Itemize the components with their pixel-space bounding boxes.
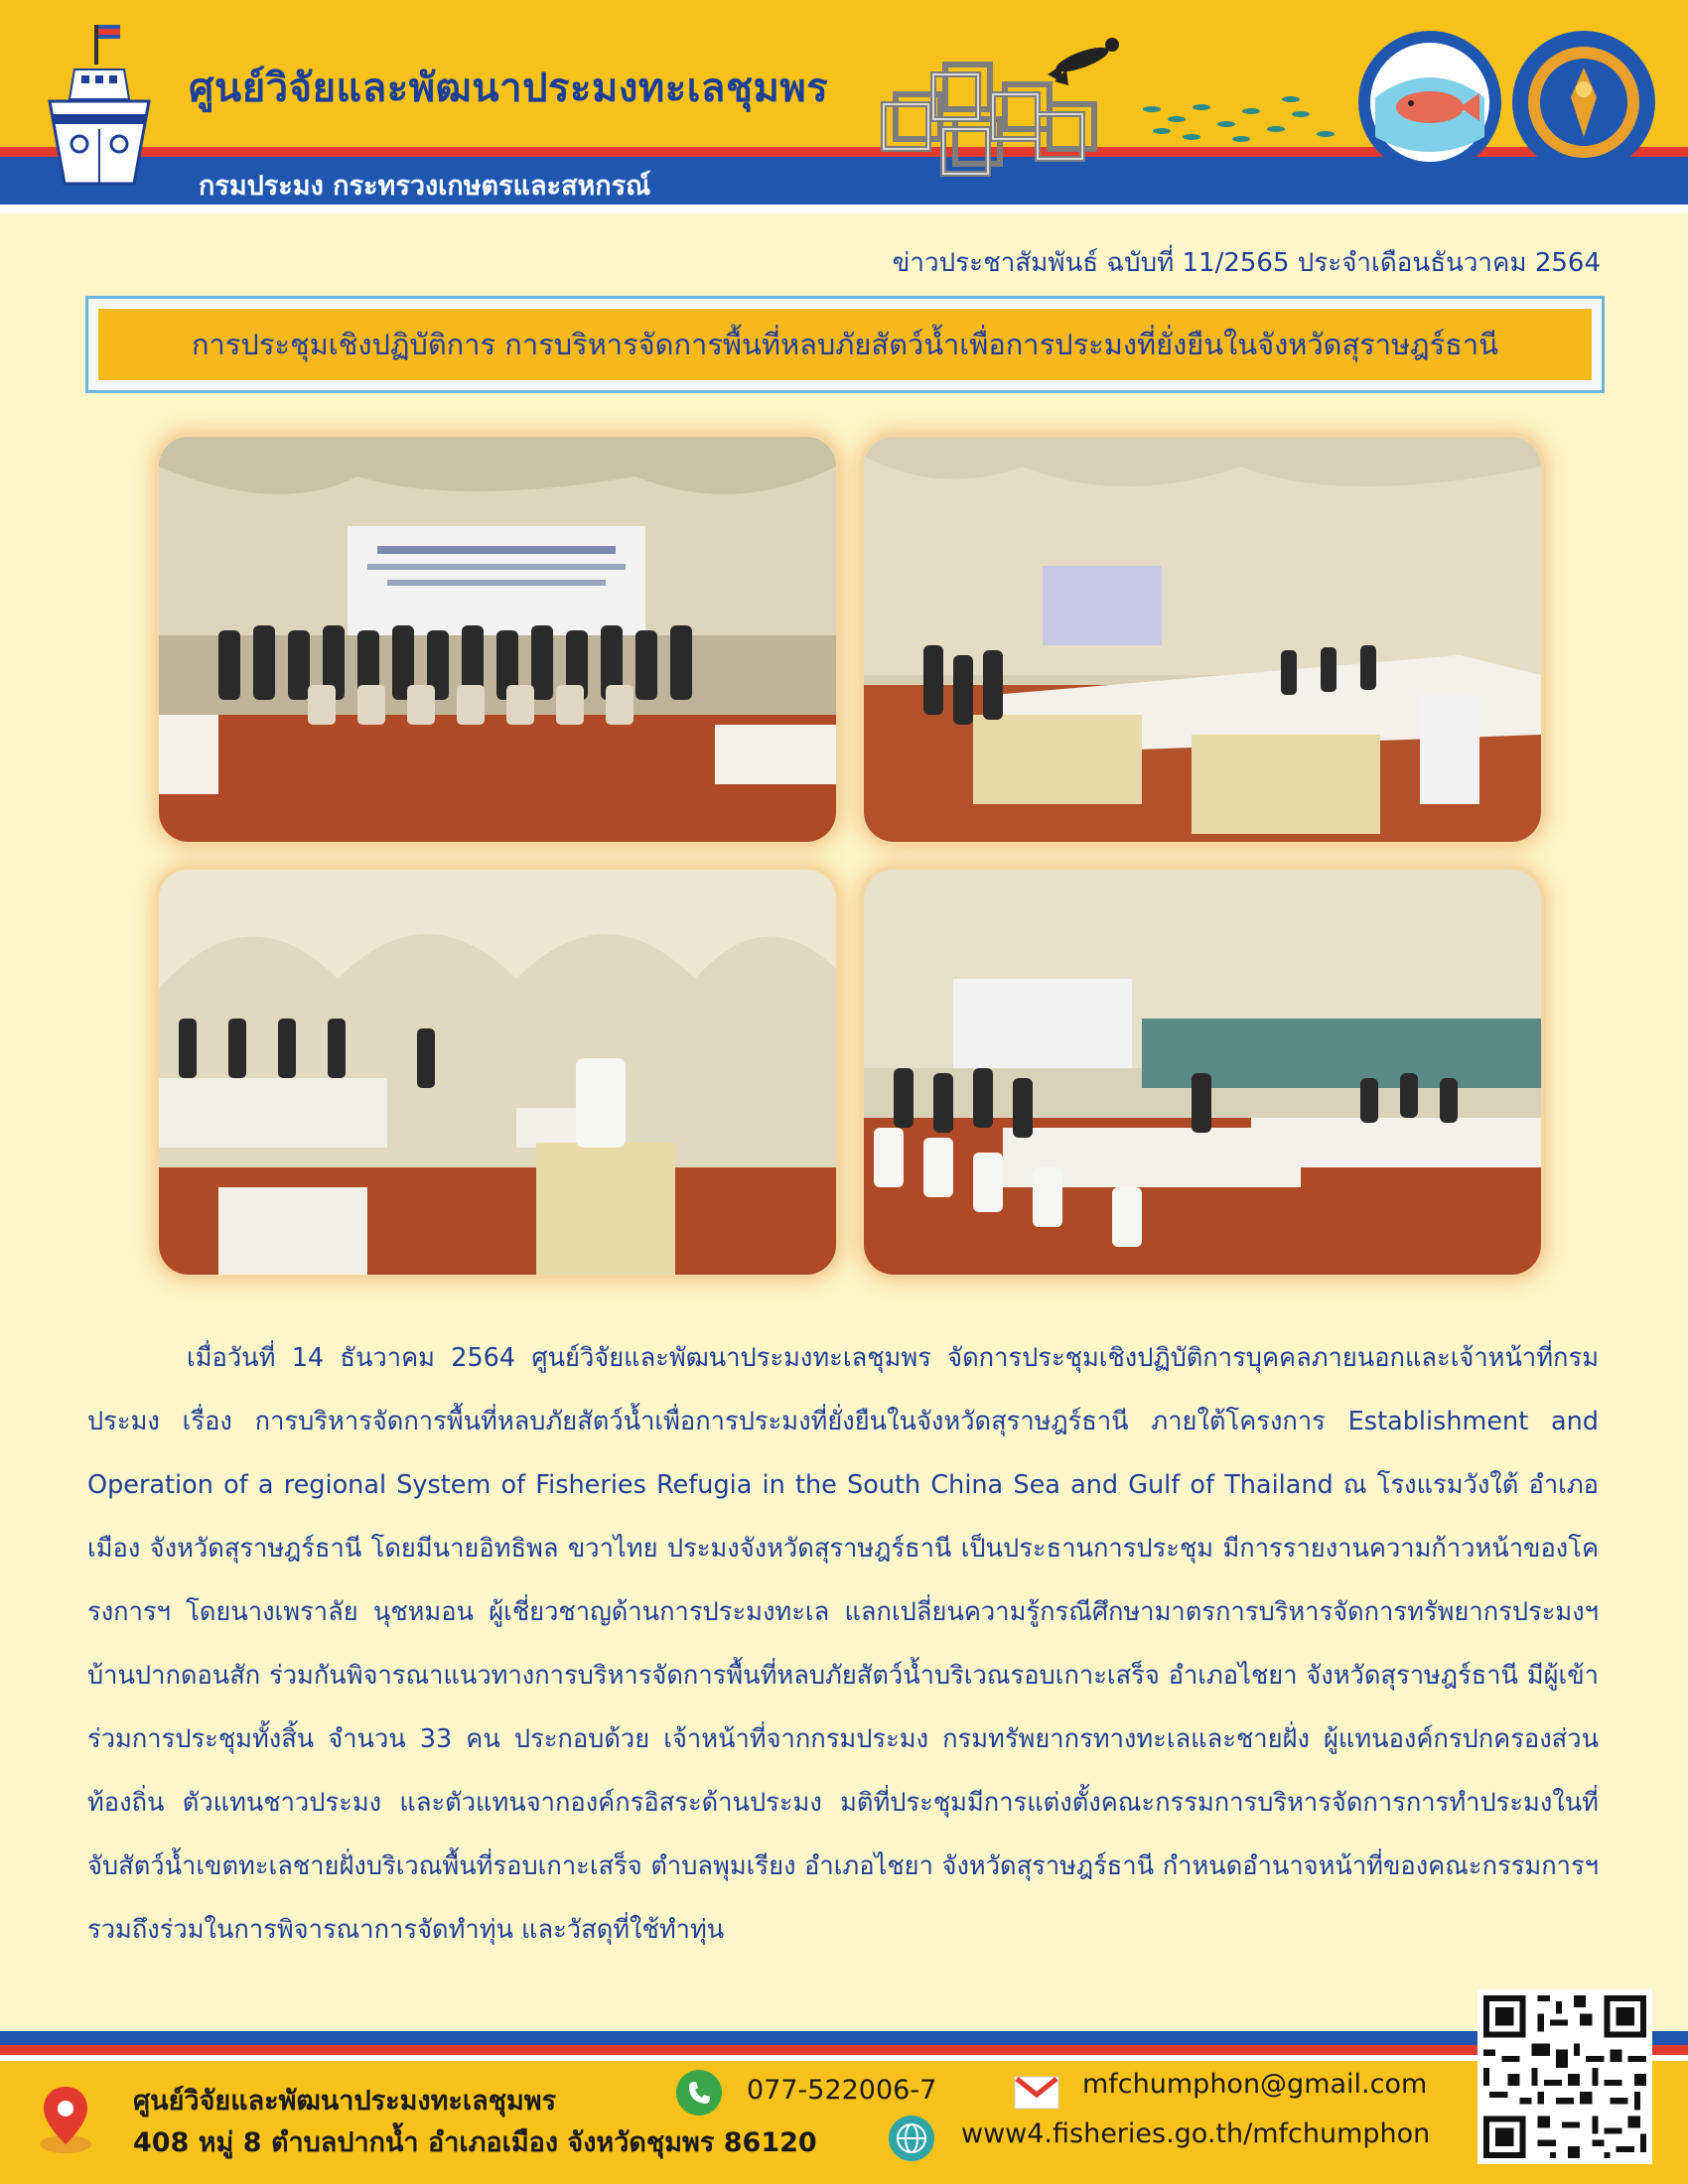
organization-title: ศูนย์วิจัยและพัฒนาประมงทะเลชุมพร <box>189 66 829 111</box>
issue-line: ข่าวประชาสัมพันธ์ ฉบับที่ 11/2565 ประจำเดือนธันวาคม 2564 <box>892 248 1601 278</box>
email-icon <box>1013 2073 1060 2113</box>
qr-code[interactable] <box>1477 1989 1652 2164</box>
department-subtitle: กรมประมง กระทรวงเกษตรและสหกรณ์ <box>199 171 651 202</box>
phone-icon <box>675 2069 723 2116</box>
headline-box <box>85 296 1605 393</box>
website-link[interactable]: www4.fisheries.go.th/mfchumphon <box>961 2118 1431 2149</box>
web-icon <box>888 2115 935 2162</box>
photo-head-table <box>159 870 836 1275</box>
headline: การประชุมเชิงปฏิบัติการ การบริหารจัดการพื้นที่หลบภัยสัตว์น้ำเพื่อการประมงที่ยั่งยืนในจังหวัดสุราษฎร์ธานี <box>192 328 1498 361</box>
headline-banner <box>98 309 1592 380</box>
photo-meeting-hall <box>864 437 1541 842</box>
footer-red-band <box>0 2045 1688 2055</box>
ship-icon <box>40 20 159 199</box>
footer-blue-band <box>0 2031 1688 2045</box>
fish-school-icon <box>1132 89 1350 149</box>
research-center-logo <box>1355 28 1504 177</box>
department-of-fisheries-logo <box>1509 28 1658 177</box>
diver-icon <box>1043 20 1142 89</box>
photo-participants <box>864 870 1541 1275</box>
phone-number[interactable]: 077-522006-7 <box>747 2075 937 2106</box>
photo-group-picture <box>159 437 836 842</box>
email-link[interactable]: mfchumphon@gmail.com <box>1082 2069 1428 2100</box>
news-body: เมื่อวันที่ 14 ธันวาคม 2564 ศูนย์วิจัยและพัฒนาประมงทะเลชุมพร จัดการประชุมเชิงปฏิบัติการบุคคลภายนอกและเจ้าหน้าที่กรมประมง เรื่อง การบริหารจัดการพื้นที่หลบภัยสัตว์น้ำเพื่อการประมงที่ยั่งยืนในจังหวัดสุราษฎร์ธานี ภายใต้โครงการ Establishment and Operation of a regional System of Fisheries Refugia in the South China Sea and Gulf of Thailand ณ โรงแรมวังใต้ อำเภอเมือง จังหวัดสุราษฎร์ธานี โดยมีนายอิทธิพล ขวาไทย ประมงจังหวัดสุราษฎร์ธานี เป็นประธานการประชุม มีการรายงานความก้าวหน้าของโครงการฯ โดยนางเพราลัย นุชหมอน ผู้เชี่ยวชาญด้านการประมงทะเล แลกเปลี่ยนความรู้กรณีศึกษามาตรการบริหารจัดการทรัพยากรประมงฯ บ้านปากดอนสัก ร่วมกันพิจารณาแนวทางการบริหารจัดการพื้นที่หลบภัยสัตว์น้ำบริเวณรอบเกาะเสร็จ อำเภอไชยา จังหวัดสุราษฎร์ธานี มีผู้เข้าร่วมการประชุมทั้งสิ้น จำนวน 33 คน ประกอบด้วย เจ้าหน้าที่จากกรมประมง กรมทรัพยากรทางทะเลและชายฝั่ง ผู้แทนองค์กรปกครองส่วนท้องถิ่น ตัวแทนชาวประมง และตัวแทนจากองค์กรอิสระด้านประมง มติที่ประชุมมีการแต่งตั้งคณะกรรมการบริหารจัดการการทำประมงในที่จับสัตว์น้ำเขตทะเลชายฝั่งบริเวณพื้นที่รอบเกาะเสร็จ ตำบลพุมเรียง อำเภอไชยา จังหวัดสุราษฎร์ธานี กำหนดอำนาจหน้าที่ของคณะกรรมการฯ รวมถึงร่วมในการพิจารณาการจัดทำทุ่น และวัสดุที่ใช้ทำทุ่น <box>87 1343 1599 1945</box>
footer-address: 408 หมู่ 8 ตำบลปากน้ำ อำเภอเมือง จังหวัดชุมพร 86120 <box>133 2127 817 2158</box>
footer-white-band <box>0 2055 1688 2061</box>
footer-org-name: ศูนย์วิจัยและพัฒนาประมงทะเลชุมพร <box>133 2086 557 2116</box>
map-pin-icon <box>36 2083 95 2157</box>
